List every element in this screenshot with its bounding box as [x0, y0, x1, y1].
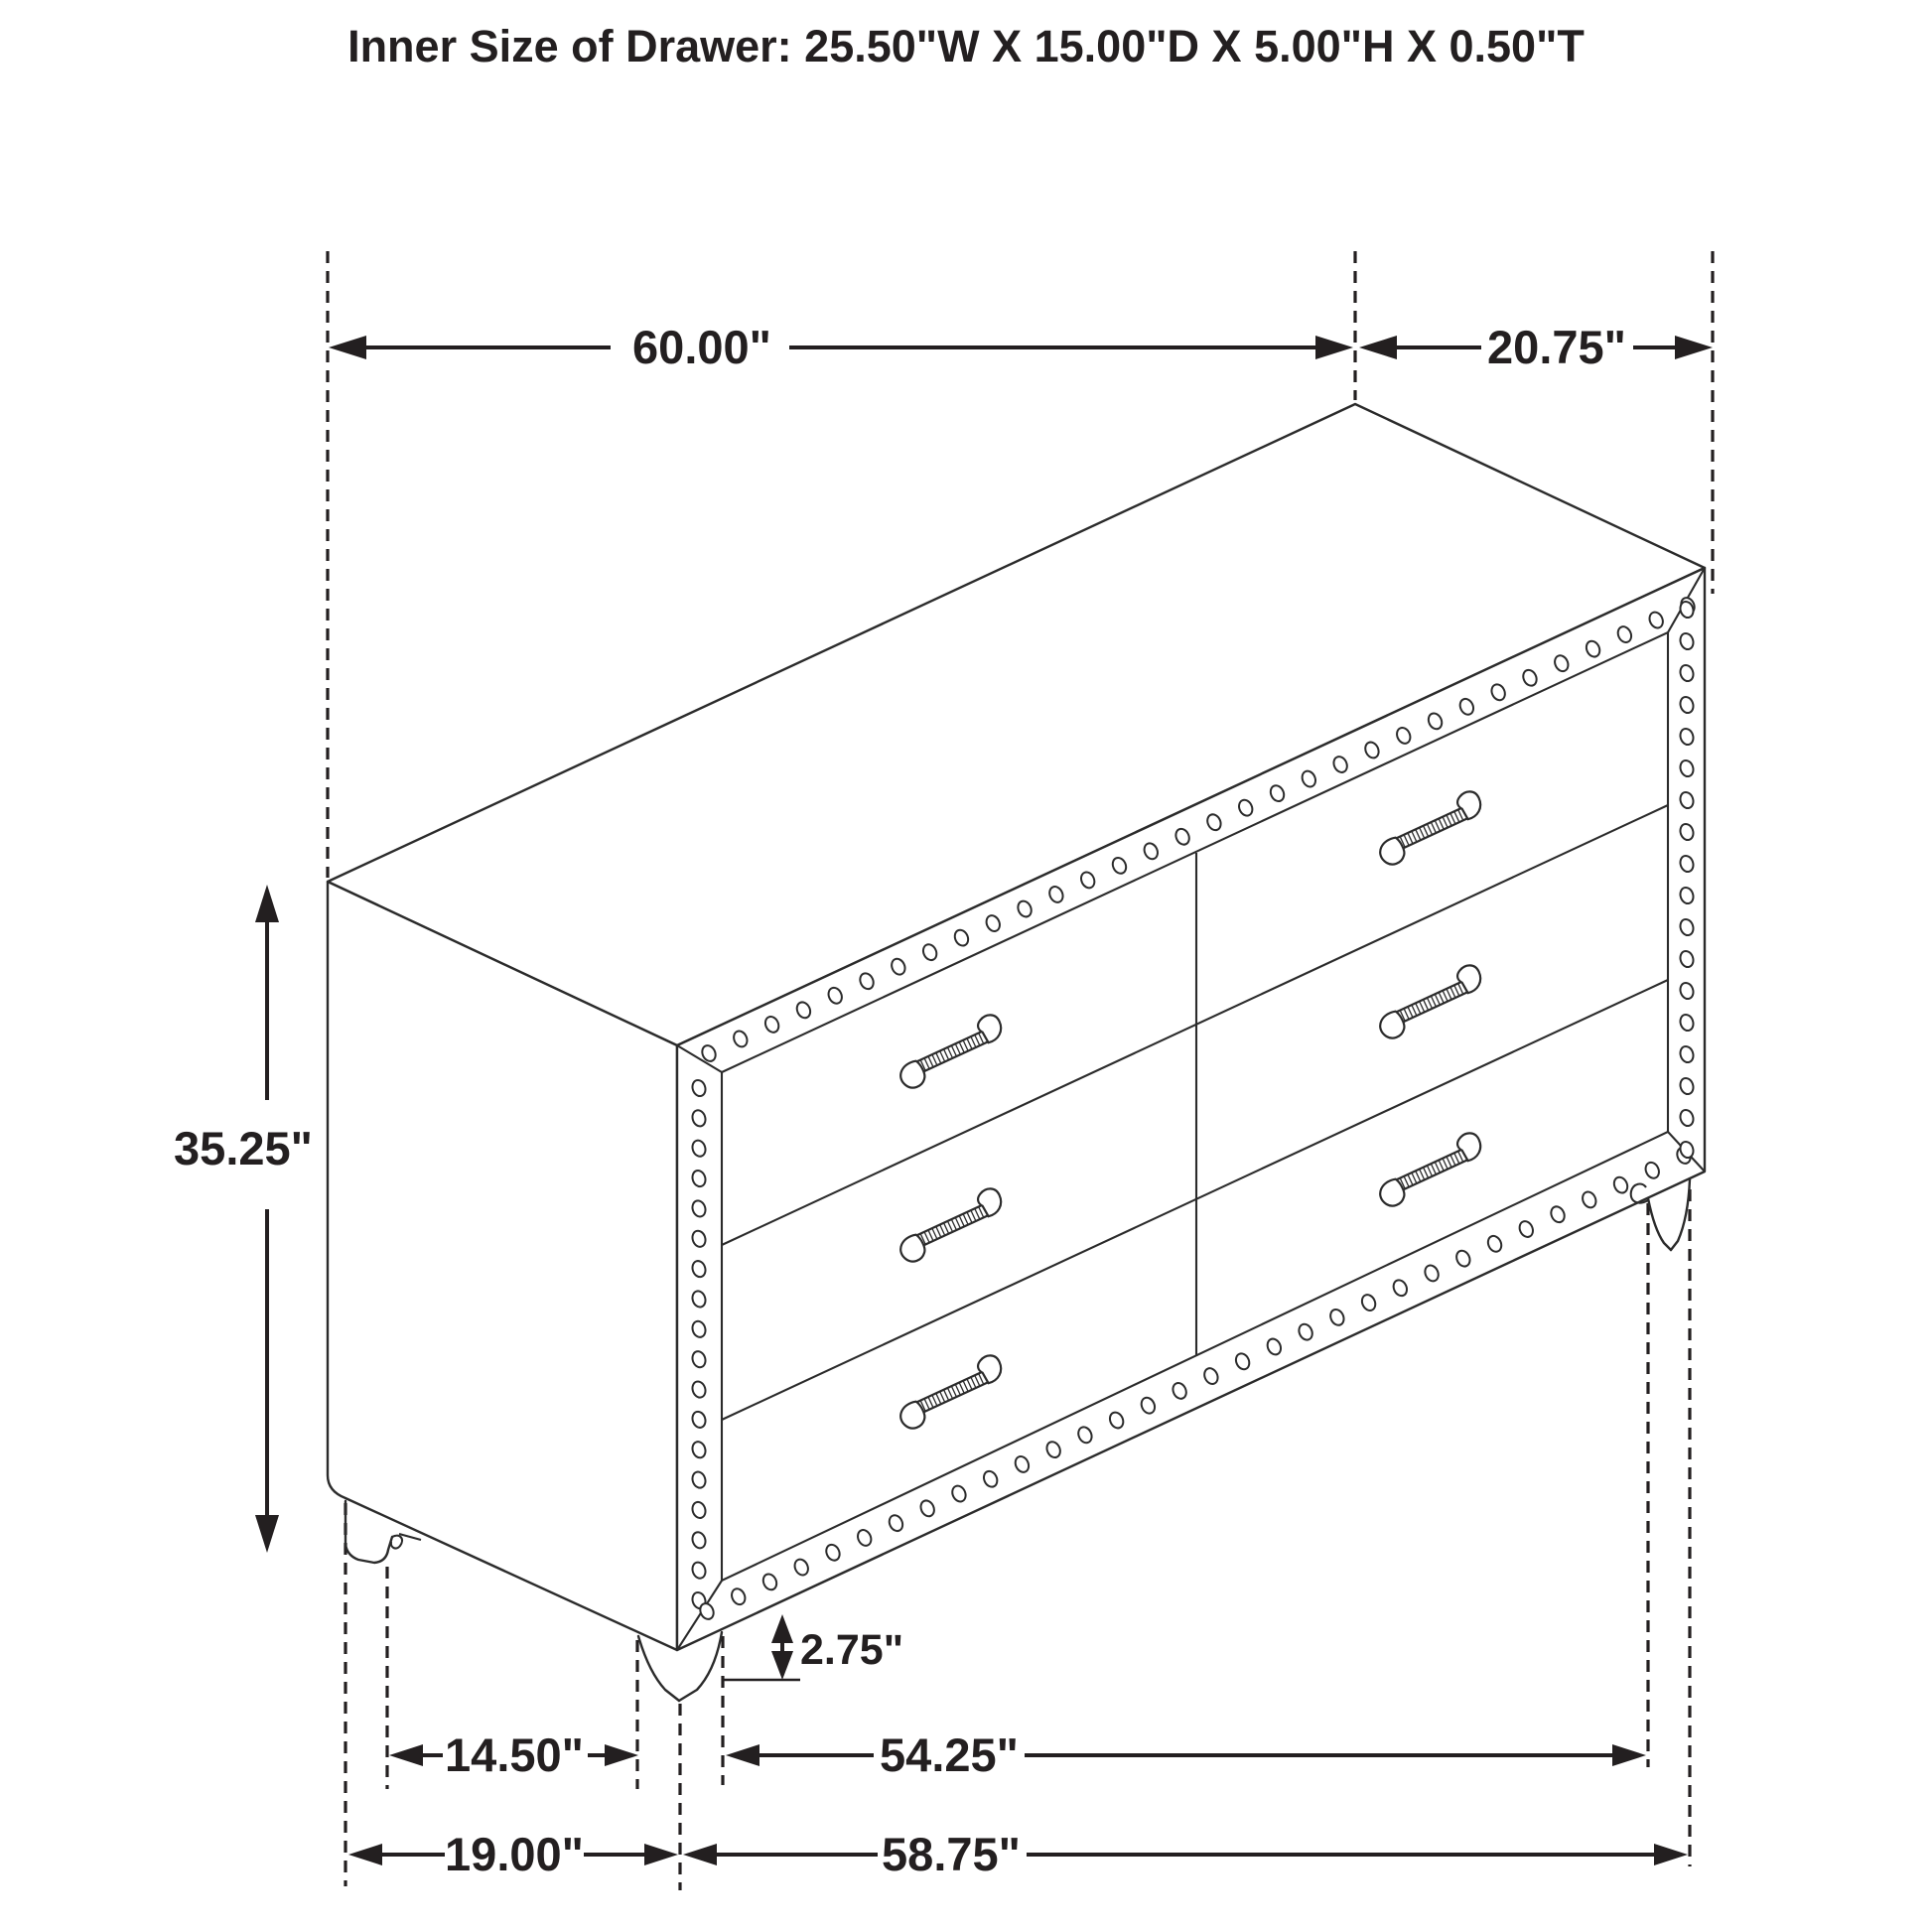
arrowhead-left-icon — [683, 1844, 717, 1865]
dimension-leg-height — [723, 1614, 903, 1680]
dimension-label: 19.00" — [445, 1828, 584, 1880]
arrowhead-left-icon — [348, 1844, 382, 1865]
dimension-top-width — [329, 321, 1353, 373]
arrowhead-left-icon — [726, 1744, 759, 1766]
dimension-top-depth — [1359, 321, 1713, 373]
dimension-label: 2.75" — [800, 1626, 904, 1674]
dimension-bottom-left-inner — [389, 1728, 638, 1781]
dimension-label: 54.25" — [880, 1728, 1019, 1781]
dimension-label: 20.75" — [1487, 321, 1626, 373]
dimension-label: 35.25" — [174, 1122, 313, 1174]
leg-outline — [1648, 1198, 1671, 1250]
leg-outline — [1671, 1179, 1690, 1250]
dresser-illustration — [328, 404, 1705, 1701]
dimension-label: 60.00" — [632, 321, 771, 373]
dimension-bottom-right-inner — [726, 1728, 1646, 1781]
dimension-label: 14.50" — [445, 1728, 584, 1781]
dimension-bottom-left-outer — [348, 1828, 678, 1880]
dimension-label: 58.75" — [882, 1828, 1021, 1880]
diagram-title: Inner Size of Drawer: 25.50"W X 15.00"D X 5.00"H X 0.50"T — [347, 21, 1585, 71]
leg-scroll — [391, 1536, 402, 1549]
dimension-bottom-right-outer — [683, 1828, 1688, 1880]
dimension-side-height — [174, 885, 313, 1553]
